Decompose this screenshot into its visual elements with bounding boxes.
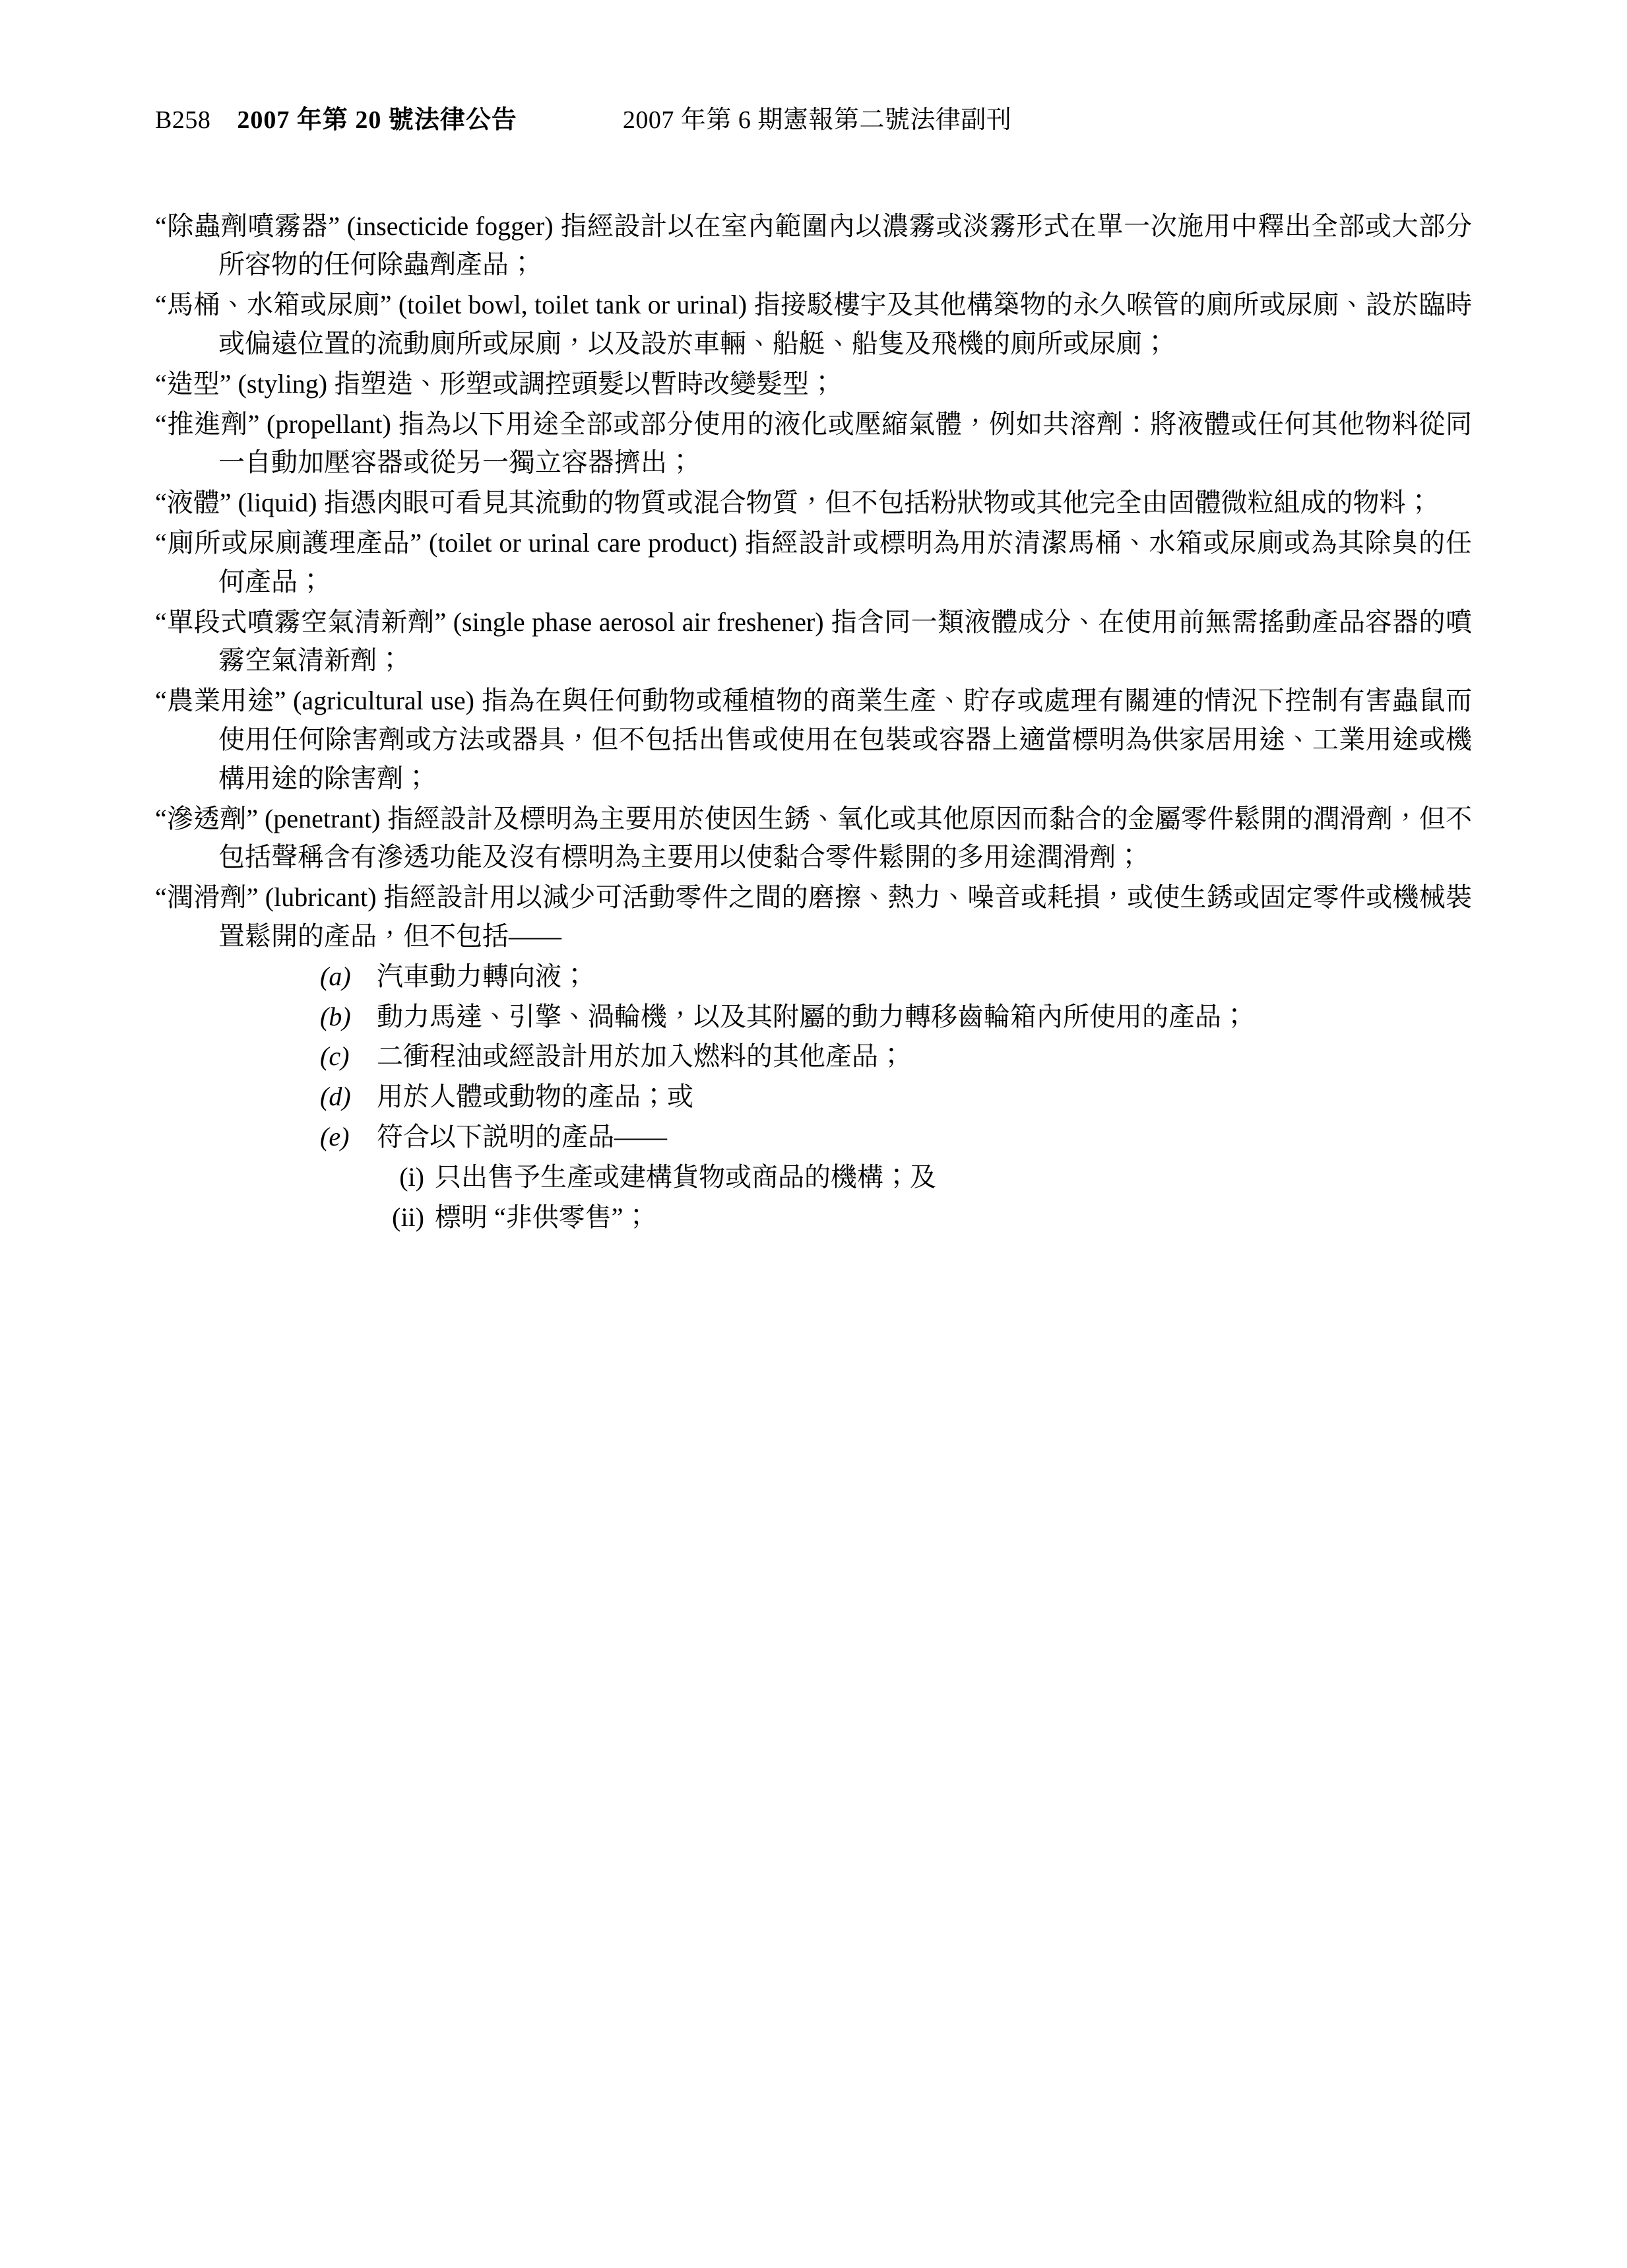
list-item-text: 符合以下説明的產品—— [377,1121,667,1151]
definition-penetrant [155,800,1472,878]
definition-text: “液體” (liquid) 指憑肉眼可看見其流動的物質或混合物質，但不包括粉狀物或其他完全由固體微粒組成的物料； [155,488,1432,518]
list-item-text: 二衝程油或經設計用於加入燃料的其他產品； [377,1041,905,1072]
gazette-number: 2007 年第 20 號法律公告 [237,106,517,134]
lubricant-exclusion-list [155,957,1472,1157]
definition-toilet-or-urinal-care-product [155,524,1472,602]
lubricant-exclusion-e-sublist [155,1158,1472,1237]
definition-text: “除蟲劑噴霧器” (insecticide fogger) 指經設計以在室內範圍內以濃霧或淡霧形式在單一次施用中釋出全部或大部分所容物的任何除蟲劑產品； [155,211,1472,280]
definition-text: “農業用途” (agricultural use) 指為在與任何動物或種植物的商業生產、貯存或處理有關連的情況下控制有害蟲鼠而使用任何除害劑或方法或器具，但不包括出售或使用在包裝或容器上適當標明為供家居用途、工業用途或機構用途的除害劑； [155,686,1472,793]
list-item-marker: (b) [320,1001,351,1031]
definition-text: “造型” (styling) 指塑造、形塑或調控頭髮以暫時改變髮型； [155,368,836,399]
definition-text: “潤滑劑” (lubricant) 指經設計用以減少可活動零件之間的磨擦、熱力、噪音或耗損，或使生銹或固定零件或機械裝置鬆開的產品，但不包括—— [155,882,1472,951]
definition-text: “廁所或尿廁護理產品” (toilet or urinal care product) 指經設計或標明為用於清潔馬桶、水箱或尿廁或為其除臭的任何產品； [155,527,1472,597]
list-item [155,1037,1472,1076]
definition-toilet-bowl-tank-urinal [155,286,1472,364]
page-number: B258 [155,106,211,134]
list-item [155,1198,1472,1237]
list-item [155,1158,1472,1197]
definition-styling [155,365,1472,404]
list-item-text: 只出售予生產或建構貨物或商品的機構；及 [435,1161,936,1192]
list-item-text: 用於人體或動物的產品；或 [377,1082,693,1112]
definition-insecticide-fogger [155,207,1472,285]
list-item-marker: (d) [320,1082,351,1112]
gazette-subtitle: 2007 年第 6 期憲報第二號法律副刊 [622,106,1012,134]
definition-text: “單段式噴霧空氣清新劑” (single phase aerosol air freshener) 指含同一類液體成分、在使用前無需搖動產品容器的噴霧空氣清新劑； [155,606,1472,676]
list-item [155,1118,1472,1157]
definition-text: “馬桶、水箱或尿廁” (toilet bowl, toilet tank or urinal) 指接駁樓宇及其他構築物的永久喉管的廁所或尿廁、設於臨時或偏遠位置的流動廁所或尿廁，以及設於車輛、船艇、船隻及飛機的廁所或尿廁； [155,290,1472,358]
list-item-marker: (i) [399,1161,424,1192]
definitions-section [155,207,1472,1237]
definition-single-phase-aerosol-air-freshener [155,603,1472,681]
list-item [155,1078,1472,1117]
list-item-text: 汽車動力轉向液； [377,961,588,991]
definition-lubricant [155,878,1472,956]
list-item-marker: (ii) [392,1202,424,1232]
definition-liquid [155,484,1472,523]
list-item-marker: (c) [320,1041,350,1072]
definition-text: “推進劑” (propellant) 指為以下用途全部或部分使用的液化或壓縮氣體，例如共溶劑：將液體或任何其他物料從同一自動加壓容器或從另一獨立容器擠出； [155,408,1472,478]
definition-agricultural-use [155,682,1472,798]
list-item-marker: (a) [320,961,351,991]
list-item-text: 動力馬達、引擎、渦輪機，以及其附屬的動力轉移齒輪箱內所使用的產品； [377,1001,1248,1031]
list-item [155,998,1472,1037]
list-item-text: 標明 “非供零售”； [435,1202,650,1232]
list-item [155,957,1472,996]
running-header [155,106,1472,136]
definition-propellant [155,405,1472,483]
list-item-marker: (e) [320,1121,350,1151]
definition-text: “滲透劑” (penetrant) 指經設計及標明為主要用於使因生銹、氧化或其他原因而黏合的金屬零件鬆開的潤滑劑，但不包括聲稱含有滲透功能及沒有標明為主要用以使黏合零件鬆開的多用途潤滑劑； [155,803,1472,872]
